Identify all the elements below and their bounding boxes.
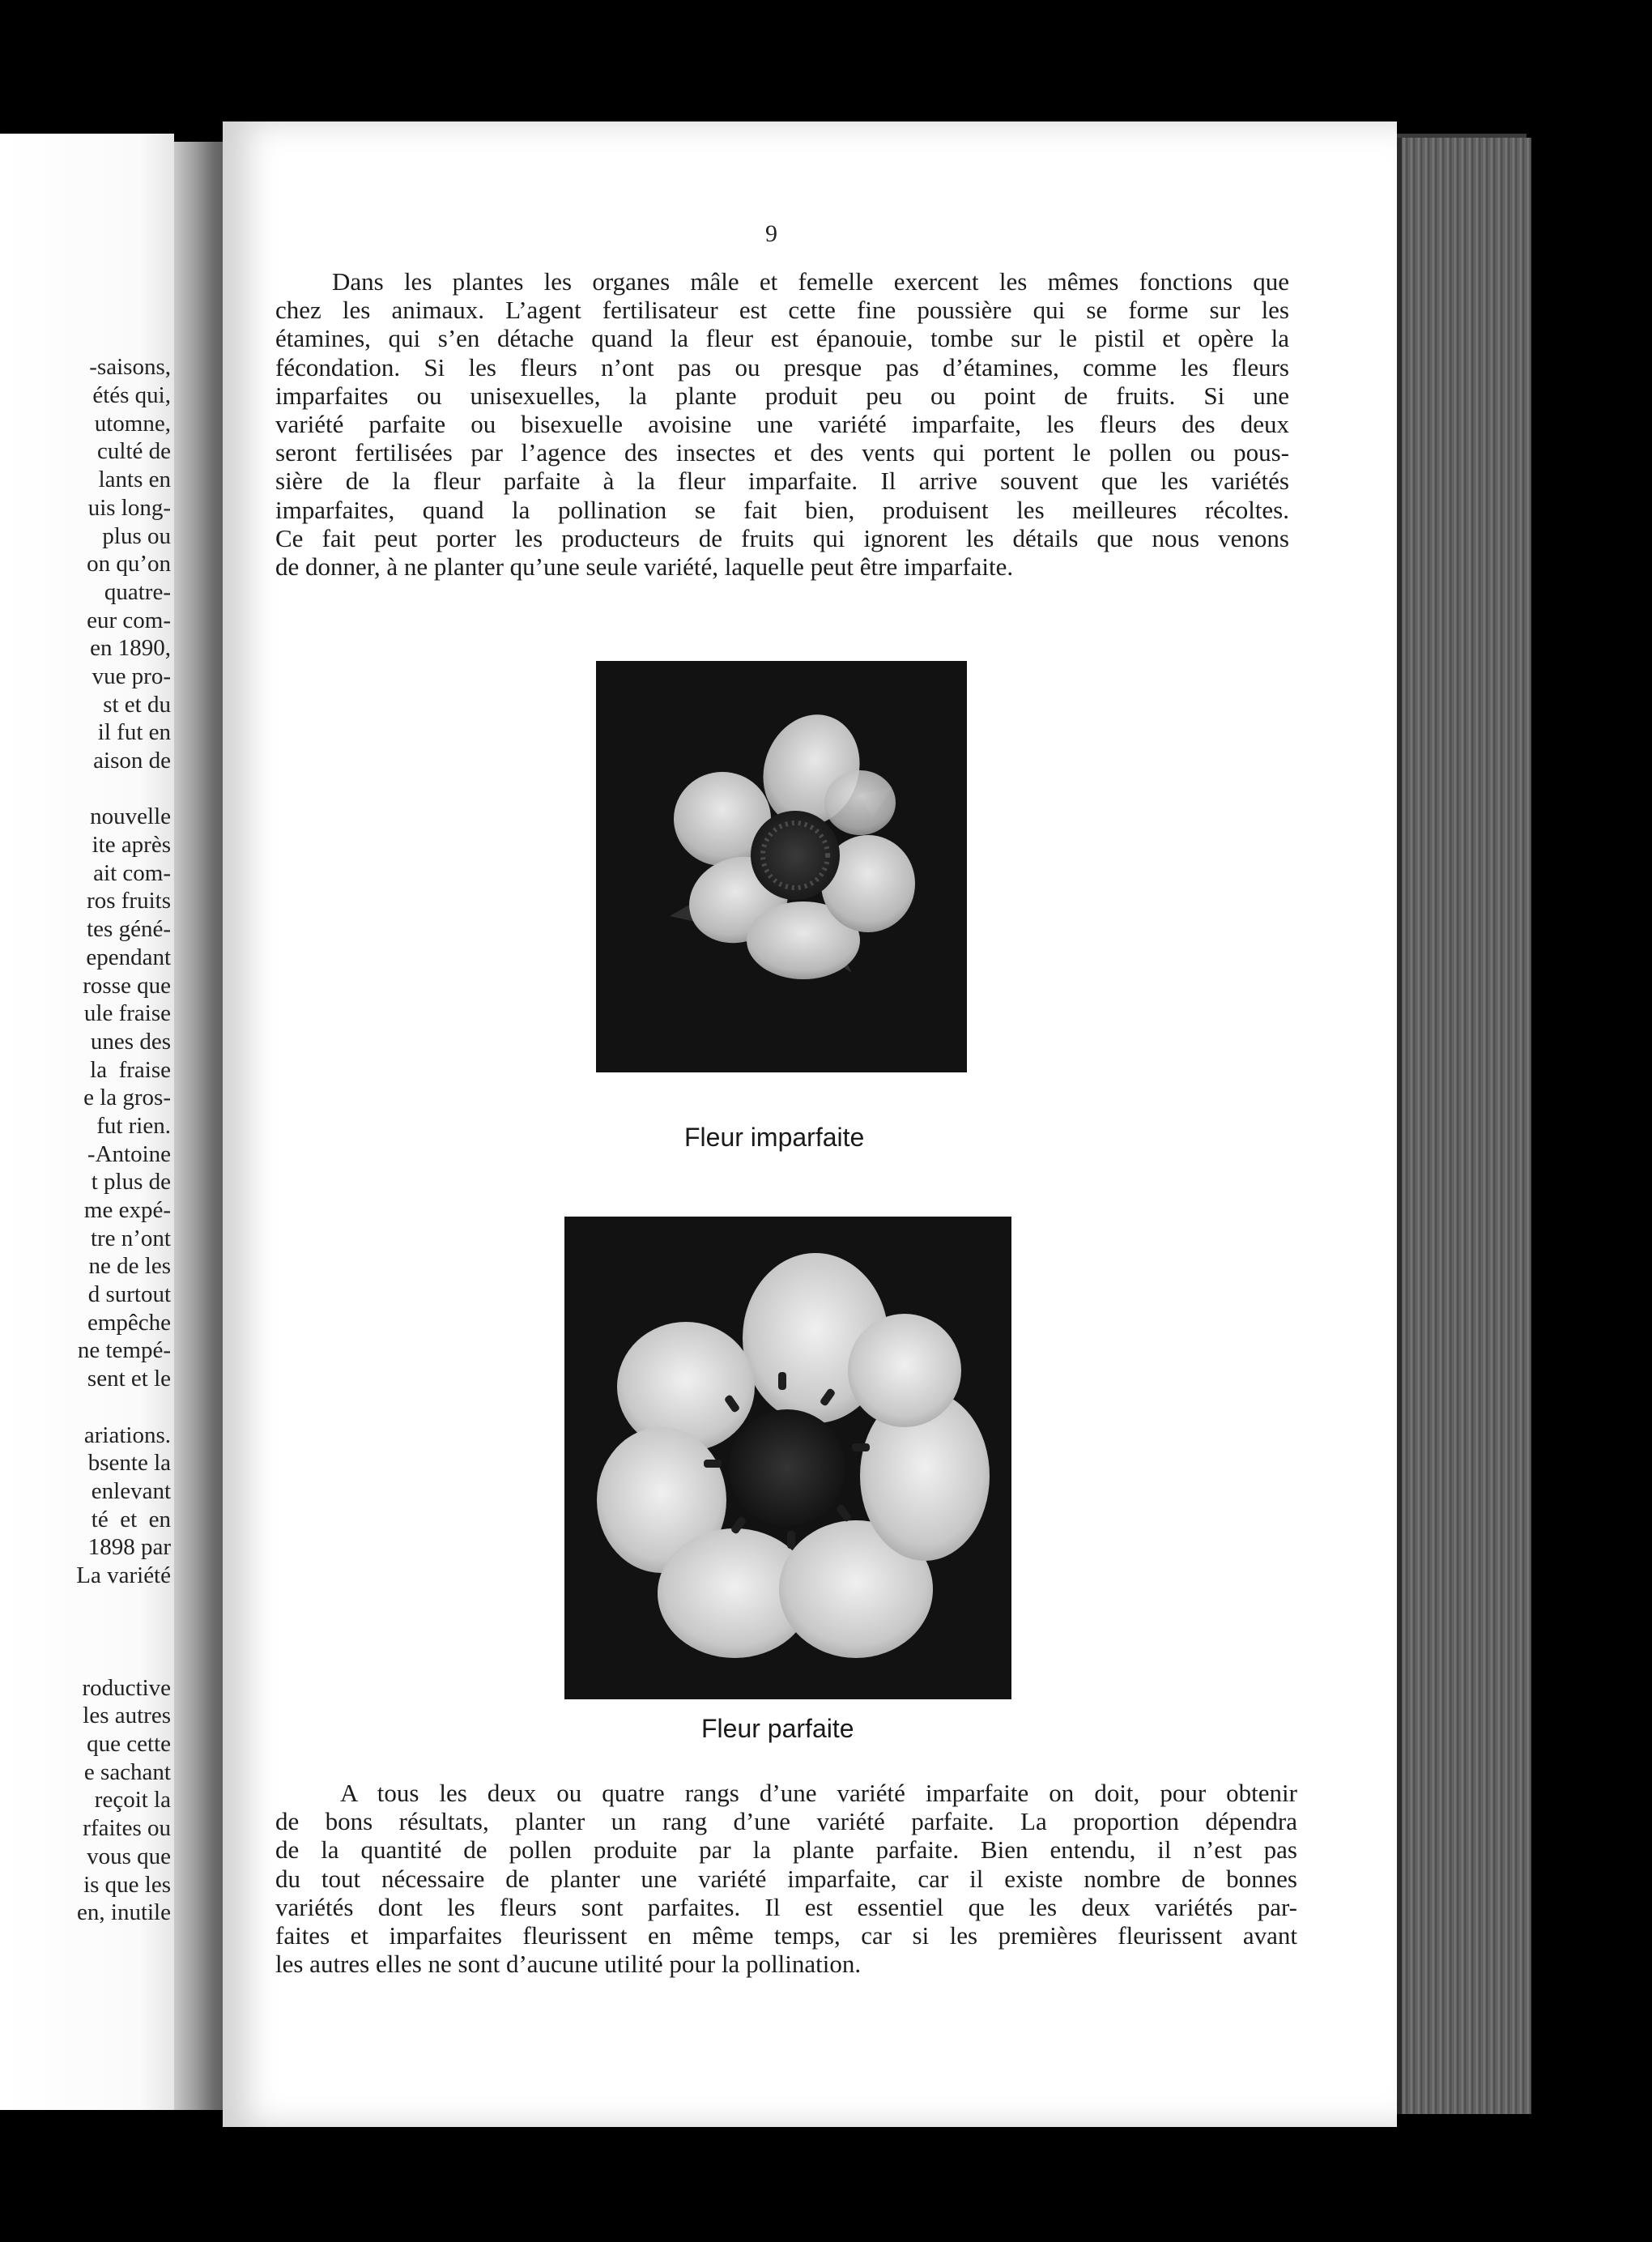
- text-line: de la quantité de pollen produite par la plante parfaite. Bien entendu, il n’est pas: [275, 1835, 1297, 1865]
- left-page-line: enlevant: [91, 1477, 171, 1504]
- text-line: imparfaites, quand la pollination se fait bien, produisent les meilleures récoltes.: [275, 495, 1289, 524]
- left-page-line: e sachant: [83, 1758, 171, 1785]
- text-line: Dans les plantes les organes mâle et femelle exercent les mêmes fonctions que: [332, 267, 1289, 296]
- left-page-line: -Antoine: [87, 1140, 171, 1167]
- text-line: imparfaites ou unisexuelles, la plante produit peu ou point de fruits. Si une: [275, 381, 1289, 410]
- left-page-line: [76, 326, 171, 354]
- book-page-edges: [1397, 138, 1531, 2114]
- text-line: Ce fait peut porter les producteurs de fruits qui ignorent les détails que nous venons: [275, 523, 1289, 552]
- text-line: A tous les deux ou quatre rangs d’une variété imparfaite on doit, pour obtenir: [340, 1779, 1297, 1807]
- text-line: sière de la fleur parfaite à la fleur imparfaite. Il arrive souvent que les variétés: [275, 467, 1289, 496]
- caption-perfect-flower: Fleur parfaite: [701, 1714, 854, 1743]
- perfect-flower-image: [564, 1217, 1011, 1699]
- left-page-line: rosse que: [83, 972, 171, 999]
- left-page-line: ule fraise: [83, 1000, 171, 1027]
- left-page-line: eur com-: [87, 607, 171, 633]
- left-page-line: unes des: [90, 1028, 171, 1055]
- text-line: de bons résultats, planter un rang d’une variété parfaite. La proportion dépendra: [275, 1807, 1297, 1836]
- left-page-line: is que les: [83, 1871, 171, 1898]
- left-page-line: ependant: [86, 944, 171, 970]
- left-page-line: bsente la: [87, 1450, 171, 1477]
- left-page-line: la fraise: [90, 1056, 171, 1083]
- left-page-line: utomne,: [94, 410, 171, 437]
- left-page-line: reçoit la: [94, 1787, 171, 1814]
- page-number: 9: [765, 220, 777, 247]
- left-page-line: [76, 1590, 171, 1618]
- text-line: les autres elles ne sont d’aucune utilité pour la pollination.: [275, 1950, 862, 1979]
- text-line: étamines, qui s’en détache quand la fleur est épanouie, tombe sur le pistil et opère la: [275, 324, 1289, 353]
- left-page-line: ait com-: [93, 859, 171, 886]
- left-page-line: ite après: [92, 832, 171, 859]
- left-page-line: lants en: [98, 467, 171, 493]
- left-page-line: e la gros-: [83, 1085, 171, 1111]
- left-page-line: culté de: [97, 438, 171, 465]
- left-page-line: aison de: [93, 748, 171, 774]
- left-page-line: ariations.: [83, 1421, 171, 1448]
- left-page-line: tes géné-: [87, 916, 171, 943]
- left-page-line: en, inutile: [77, 1899, 171, 1926]
- left-page-text: [76, 297, 171, 1927]
- left-page-line: t plus de: [91, 1169, 171, 1196]
- left-facing-page: [0, 134, 174, 2110]
- left-page-line: rfaites ou: [83, 1815, 171, 1842]
- left-page-line: roductive: [82, 1674, 171, 1701]
- left-page-line: vous que: [87, 1843, 171, 1869]
- text-line: fécondation. Si les fleurs n’ont pas ou presque pas d’étamines, comme les fleurs: [275, 352, 1289, 381]
- caption-imperfect-flower: Fleur imparfaite: [684, 1123, 865, 1152]
- paragraph-planting-ratio: [275, 1779, 1297, 1978]
- left-page-line: [76, 1646, 171, 1674]
- imperfect-flower-image: [596, 661, 967, 1072]
- left-page-line: ne de les: [88, 1253, 171, 1280]
- left-page-line: st et du: [103, 691, 171, 718]
- left-page-line: [76, 1618, 171, 1646]
- text-line: chez les animaux. L’agent fertilisateur est cette fine poussière qui se forme sur les: [275, 296, 1289, 325]
- left-page-line: tre n’ont: [90, 1225, 171, 1251]
- left-page-line: il fut en: [97, 719, 171, 746]
- text-line: variété parfaite ou bisexuelle avoisine une variété imparfaite, les fleurs des deux: [275, 409, 1289, 438]
- text-line: de donner, à ne planter qu’une seule variété, laquelle peut être imparfaite.: [275, 552, 1014, 581]
- left-page-line: on qu’on: [87, 551, 171, 578]
- left-page-line: d surtout: [87, 1281, 171, 1308]
- text-line: faites et imparfaites fleurissent en même temps, car si les premières fleurissent avant: [275, 1920, 1297, 1950]
- left-page-line: empêche: [87, 1309, 171, 1336]
- left-page-line: [76, 775, 171, 803]
- left-page-line: me expé-: [83, 1197, 171, 1223]
- left-page-line: té et en: [91, 1506, 171, 1532]
- left-page-line: ne tempé-: [77, 1337, 171, 1364]
- left-page-line: plus ou: [102, 522, 171, 549]
- left-page-line: les autres: [83, 1703, 171, 1729]
- text-line: variétés dont les fleurs sont parfaites. Il est essentiel que les deux variétés par-: [275, 1892, 1297, 1921]
- left-page-line: uis long-: [87, 494, 171, 521]
- left-page-line: quatre-: [104, 578, 171, 605]
- text-line: du tout nécessaire de planter une variété imparfaite, car il existe nombre de bonnes: [275, 1864, 1297, 1893]
- left-page-line: [76, 297, 171, 326]
- left-page-line: étés qui,: [92, 382, 171, 409]
- left-page-line: La variété: [76, 1562, 171, 1588]
- left-page-line: vue pro-: [92, 663, 171, 689]
- photo-imperfect-flower: [596, 661, 967, 1072]
- left-page-line: que cette: [87, 1731, 171, 1758]
- left-page-line: fut rien.: [96, 1112, 171, 1139]
- left-page-line: 1898 par: [87, 1534, 171, 1561]
- left-page-line: sent et le: [87, 1366, 171, 1392]
- paragraph-pollination: [275, 267, 1289, 581]
- left-page-line: [76, 1393, 171, 1421]
- text-line: seront fertilisées par l’agence des insectes et des vents qui portent le pollen ou pous-: [275, 438, 1289, 467]
- left-page-line: -saisons,: [89, 354, 171, 381]
- photo-perfect-flower: [564, 1217, 1011, 1699]
- left-page-line: ros fruits: [87, 888, 171, 914]
- left-page-line: nouvelle: [90, 803, 171, 830]
- left-page-line: en 1890,: [90, 635, 171, 662]
